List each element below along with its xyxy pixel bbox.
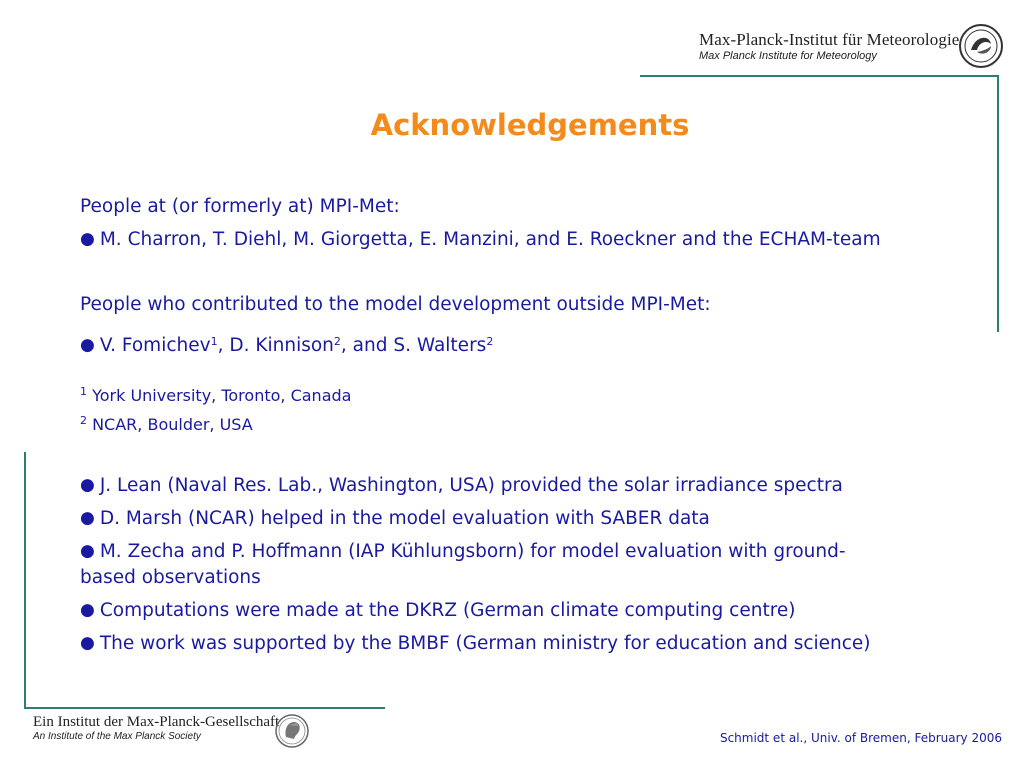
bullet-continuation: based observations (80, 567, 261, 588)
mpi-people-item (80, 228, 881, 252)
bullet-text: Computations were made at the DKRZ (German climate computing centre) (99, 600, 796, 621)
header-rule (640, 75, 999, 77)
mpi-heading: People at (or formerly at) MPI-Met: (80, 196, 400, 217)
bullet-text: J. Lean (Naval Res. Lab., Washington, USA) provided the solar irradiance spectra (99, 475, 843, 496)
mpi-people-text: M. Charron, T. Diehl, M. Giorgetta, E. Manzini, and E. Roeckner and the ECHAM-team (99, 229, 881, 250)
outside-person-3: , and S. Walters (340, 335, 487, 356)
society-name: Ein Institut der Max-Planck-Gesellschaft (33, 714, 280, 730)
bullet-text: D. Marsh (NCAR) helped in the model evaluation with SABER data (99, 508, 710, 529)
outside-heading: People who contributed to the model development outside MPI-Met: (80, 294, 711, 315)
footer-side-rule (24, 452, 26, 709)
society-logo-text (33, 714, 279, 743)
affiliation-1 (80, 384, 351, 408)
affiliation-2-num: 2 (80, 414, 87, 427)
institute-name-en: Max Planck Institute for Meteorology (699, 50, 877, 62)
outside-person-1-sup: 1 (210, 335, 218, 348)
outside-person-1: V. Fomichev (99, 335, 211, 356)
bullet-item (80, 507, 710, 531)
affiliation-2-text: NCAR, Boulder, USA (87, 415, 253, 434)
outside-person-2-sup: 2 (333, 335, 341, 348)
affiliation-1-text: York University, Toronto, Canada (87, 386, 352, 405)
outside-person-3-sup: 2 (486, 335, 494, 348)
bullet-text: M. Zecha and P. Hoffmann (IAP Kühlungsborn) for model evaluation with ground- (99, 541, 846, 562)
outside-people-item (80, 334, 493, 358)
outside-person-2: , D. Kinnison (217, 335, 334, 356)
society-name-en: An Institute of the Max Planck Society (33, 731, 201, 742)
institute-logo-text (699, 30, 959, 62)
bullet-item (80, 632, 871, 656)
citation: Schmidt et al., Univ. of Bremen, February 2006 (719, 731, 1002, 745)
mpi-met-emblem-icon (957, 22, 1005, 70)
footer-rule (24, 707, 385, 709)
bullet-item (80, 599, 796, 623)
institute-name: Max-Planck-Institut für Meteorologie (699, 30, 960, 49)
slide-title: Acknowledgements (370, 108, 690, 142)
bullet-item (80, 540, 846, 564)
minerva-emblem-icon (274, 713, 310, 749)
affiliation-2 (80, 413, 253, 437)
bullet-text: The work was supported by the BMBF (German ministry for education and science) (99, 633, 871, 654)
bullet-item (80, 474, 843, 498)
affiliation-1-num: 1 (80, 385, 87, 398)
